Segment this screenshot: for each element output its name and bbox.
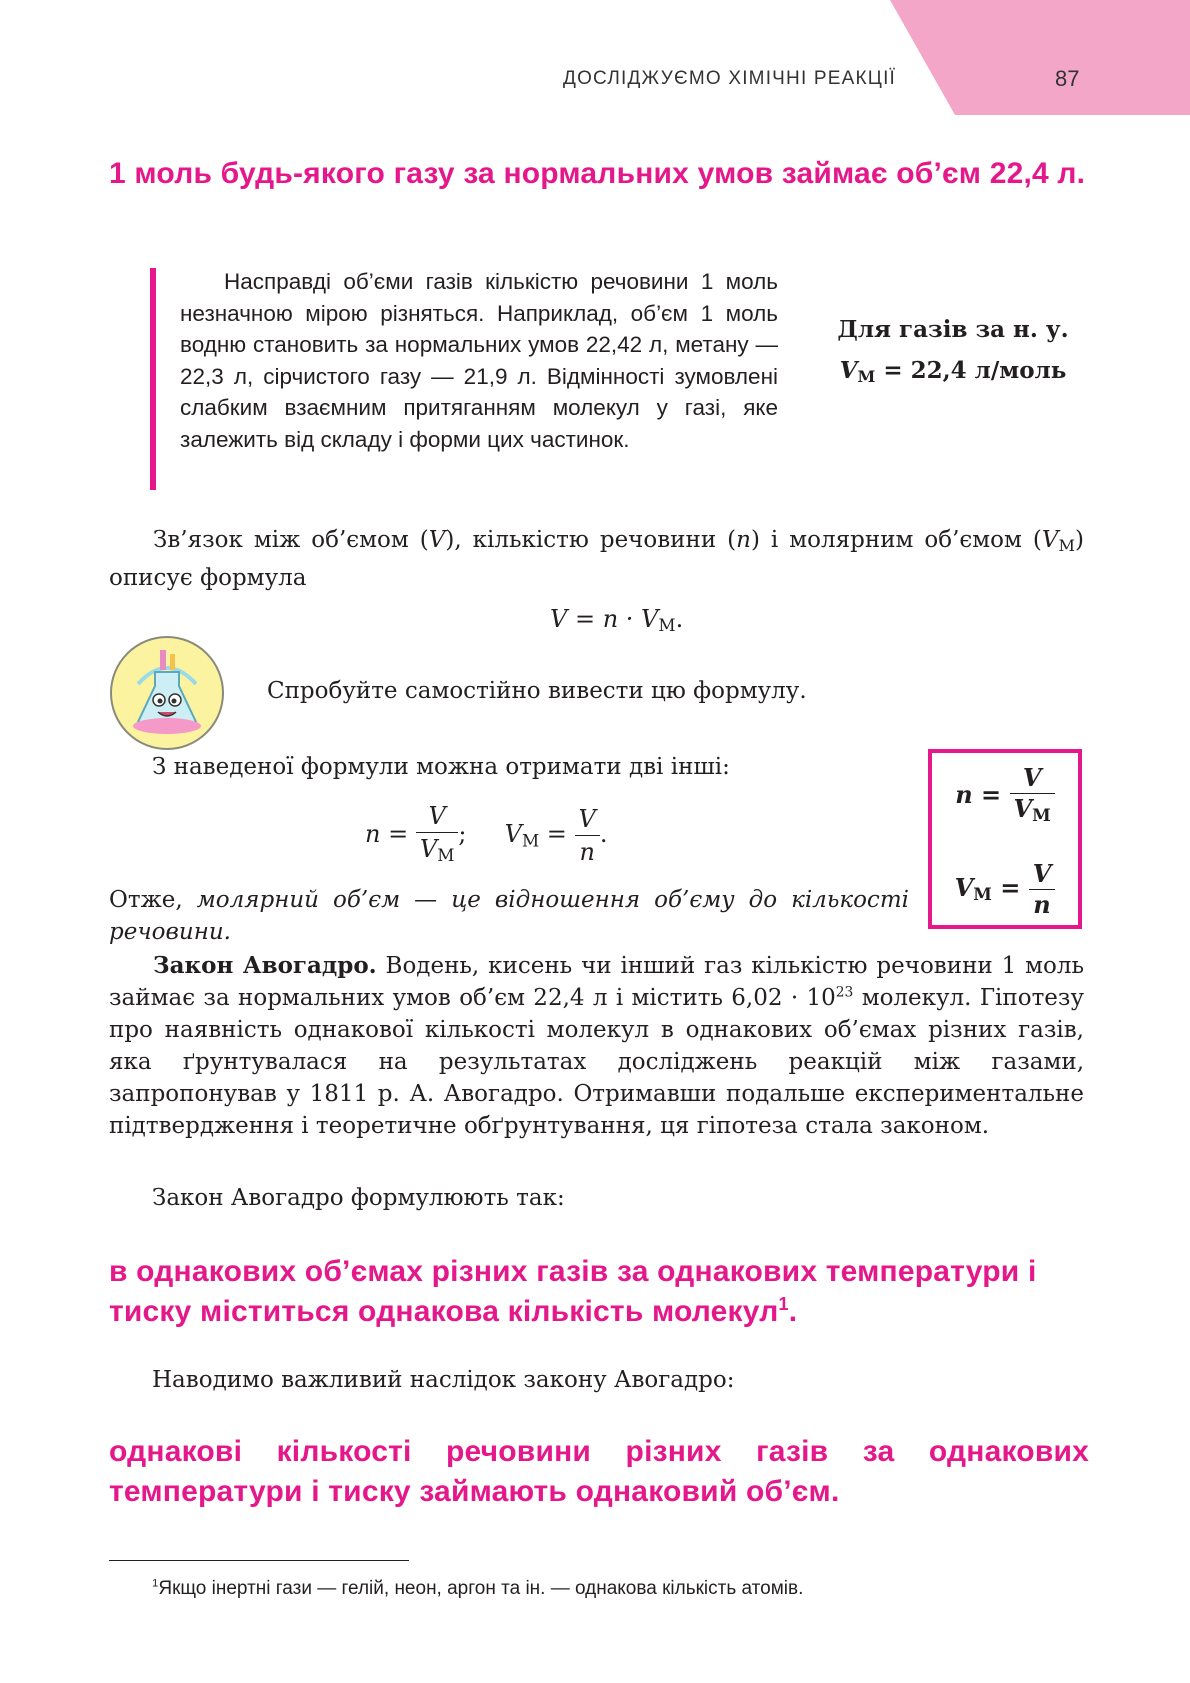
fraction-v-over-vm: $\frac{V}{V_М}$	[416, 800, 459, 871]
paragraph-molar-volume-definition: Отже, молярний об’єм — це відношення об’єму до кількості речовини.	[109, 887, 909, 945]
note-paragraph: Насправді об’єми газів кількістю речовини 1 моль незначною мірою різняться. Наприклад, об’єм 1 моль водню становить за нормальних умов 22,42 л, метану — 22,3 л, сірчистого газу — 21,9 л. Відмінності зумовлені слабким взаємним притяганням молекул у газі, яке залежить від складу і форми цих частинок.	[180, 269, 778, 452]
boxed-formulas	[928, 749, 1082, 929]
running-head: ДОСЛІДЖУЄМО ХІМІЧНІ РЕАКЦІЇ	[563, 68, 897, 89]
paragraph-avogadro-law: Закон Авогадро. Водень, кисень чи інший газ кількістю речовини 1 моль займає за нормальних умов об’єм 22,4 л і містить $6,02 \cdot 10^{23}$ молекул. Гіпотезу про наявність однакової кількості молекул в однакових об’ємах різних газів, яка ґрунтувалася на результатах досліджень реакцій між газами, запропонував у 1811 р. А. Авогадро. Отримавши подальше експериментальне підтвердження і теоретичне обґрунтування, ця гіпотеза стала законом.	[109, 952, 1085, 1139]
note-sidebar-line	[150, 268, 156, 490]
paragraph-consequence-intro: Наводимо важливий наслідок закону Авогадро:	[152, 1367, 735, 1393]
paragraph-law-intro: Закон Авогадро формулюють так:	[152, 1185, 565, 1211]
rule-statement-molar-volume: 1 моль будь-якого газу за нормальних умов займає об’єм 22,4 л.	[109, 157, 1086, 190]
side-formula-block	[818, 316, 1088, 386]
fraction-v-over-n: $\frac{V}{n}$	[575, 803, 600, 868]
flask-mascot-icon	[108, 634, 226, 752]
try-yourself-text: Спробуйте самостійно вивести цю формулу.	[267, 678, 807, 704]
boxed-formula-vm: $V_М$ = $\frac{V}{n}$	[932, 859, 1078, 920]
side-formula-caption: Для газів за н. у.	[837, 316, 1069, 343]
page-number: 87	[1055, 66, 1080, 91]
side-formula-vm: $V_М = 22,4$ л/моль	[839, 357, 1067, 387]
formula-pair: n = $\frac{V}{V_М}$ ; $V_М$ = $\frac{V}{n}$ .	[365, 800, 608, 871]
formula-volume: $V = n \cdot V_М$.	[550, 605, 684, 636]
header-corner-decoration	[0, 0, 1190, 120]
paragraph-derived-formulas: З наведеної формули можна отримати дві інші:	[152, 754, 730, 780]
rule-statement-avogadro: в однакових об’ємах різних газів за однакових температури і тиску міститься однакова кількість молекул$^1$.	[109, 1255, 1037, 1328]
footnote-divider	[109, 1560, 409, 1561]
boxed-formula-n: n = $\frac{V}{V_М}$	[932, 763, 1078, 830]
footnote: $^1$Якщо інертні гази — гелій, неон, аргон та ін. — однакова кількість атомів.	[152, 1577, 804, 1599]
rule-statement-consequence: однакові кількості речовини різних газів за однакових температури і тиску займають однаковий об’єм.	[109, 1435, 1089, 1508]
paragraph-relation: Зв’язок між об’ємом (V), кількістю речовини (n) і молярним об’ємом $(V_М)$ описує формула	[109, 527, 1084, 592]
